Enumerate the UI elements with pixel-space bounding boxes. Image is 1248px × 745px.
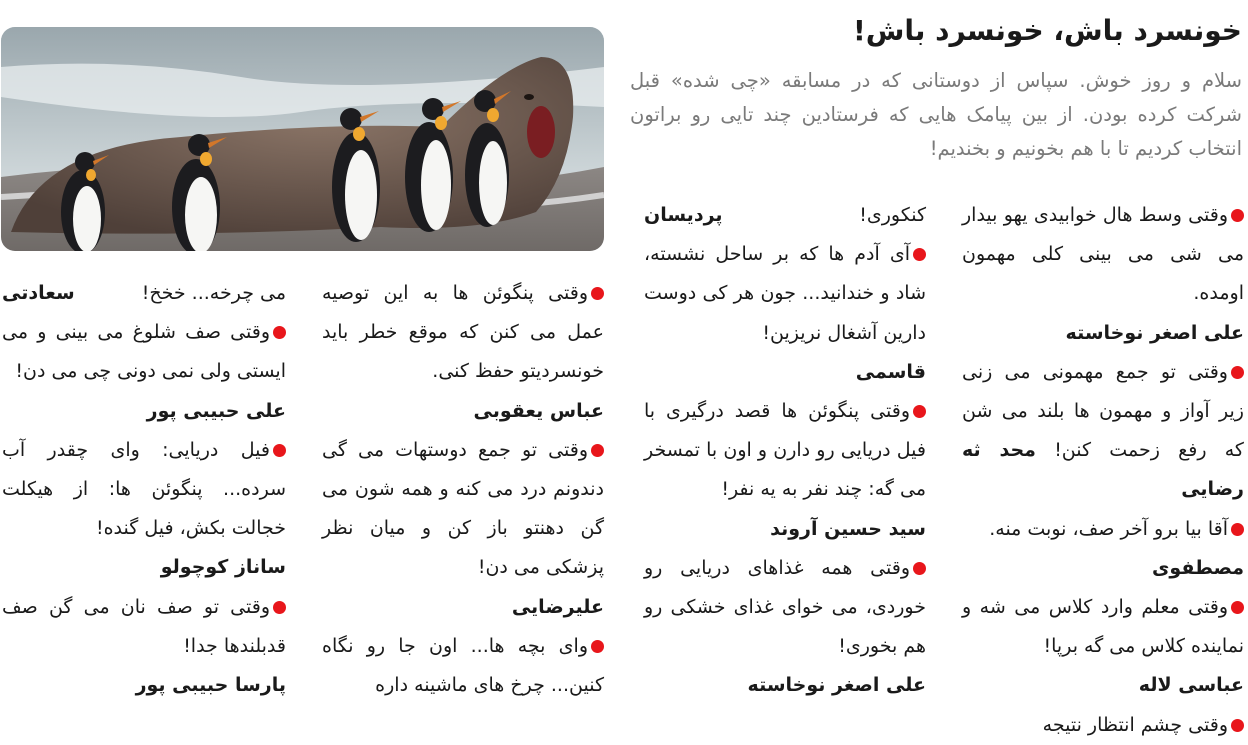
entry: وای بچه ها... اون جا رو نگاه کنین... چرخ های ماشینه داره xyxy=(322,634,604,697)
author-name: عباسی لاله xyxy=(1138,674,1244,697)
entry: آقا بیا برو آخر صف، نوبت منه. xyxy=(962,510,1244,549)
article-intro: سلام و روز خوش. سپاس از دوستانی که در مسابقه «چی شده» قبل شرکت کرده بودن. از بین پیامک هایی که فرستادین چند تایی رو براتون انتخاب کردیم تا با هم بخونیم و بخندیم! xyxy=(630,69,1242,160)
red-bullet-icon xyxy=(273,601,286,614)
entry: وقتی تو جمع مهمونی می زنی زیر آواز و مهمون ها بلند می شن که رفع زحمت کنن! محد ثه رضایی xyxy=(962,360,1244,501)
entry: وقتی پنگوئن ها به این توصیه عمل می کنن که موقع خطر باید خونسردیتو حفظ کنی. xyxy=(322,282,604,383)
entry: وقتی پنگوئن ها قصد درگیری با فیل دریایی رو دارن و اون با تمسخر می گه: چند نفر به یه نفر! xyxy=(644,400,926,501)
author-name: مصطفوی xyxy=(1152,556,1244,579)
red-bullet-icon xyxy=(913,562,926,575)
column-1 xyxy=(962,196,1244,745)
column-3 xyxy=(322,274,604,705)
author-name: قاسمی xyxy=(855,360,926,383)
red-bullet-icon xyxy=(591,287,604,300)
entry: وقتی چشم انتظار نتیجه xyxy=(962,706,1244,745)
author-name: علی حبیبی پور xyxy=(146,399,286,422)
entry: آی آدم ها که بر ساحل نشسته، شاد و خندانید... جون هر کی دوست دارین آشغال نریزین! xyxy=(644,243,926,344)
entry: وقتی صف شلوغ می بینی و می ایستی ولی نمی دونی چی می دن! xyxy=(2,321,286,383)
red-bullet-icon xyxy=(1231,601,1244,614)
entry-with-author: می چرخه... خخخ! سعادتی xyxy=(2,274,286,313)
author-name: پردیسان xyxy=(644,204,723,226)
entry: وقتی وسط هال خوابیدی یهو بیدار می شی می بینی کلی مهمون اومده. xyxy=(962,204,1244,305)
author-name: عباس یعقوبی xyxy=(473,399,604,422)
red-bullet-icon xyxy=(273,326,286,339)
article-title: خونسرد باش، خونسرد باش! xyxy=(852,14,1242,47)
red-bullet-icon xyxy=(1231,523,1244,536)
red-bullet-icon xyxy=(273,444,286,457)
author-name: علیرضایی xyxy=(511,595,604,618)
red-bullet-icon xyxy=(591,640,604,653)
article-photo xyxy=(1,27,604,251)
entry: وقتی تو صف نان می گن صف قدبلندها جدا! xyxy=(2,595,286,657)
red-bullet-icon xyxy=(591,444,604,457)
author-name: سعادتی xyxy=(2,282,75,304)
author-name: علی اصغر نوخاسته xyxy=(1065,321,1244,344)
author-name: سید حسین آروند xyxy=(770,517,926,540)
entry-with-author: کنکوری! پردیسان xyxy=(644,196,926,235)
red-bullet-icon xyxy=(1231,209,1244,222)
entry: وقتی همه غذاهای دریایی رو خوردی، می خوای غذای خشکی رو هم بخوری! xyxy=(644,556,926,658)
red-bullet-icon xyxy=(1231,366,1244,379)
red-bullet-icon xyxy=(1231,719,1244,732)
author-name: ساناز کوچولو xyxy=(160,556,286,579)
entry: وقتی تو جمع دوستهات می گی دندونم درد می کنه و همه شون می گن دهنتو باز کن و میان نظر پزشکی می دن! xyxy=(322,438,604,579)
red-bullet-icon xyxy=(913,248,926,261)
column-2 xyxy=(644,196,926,706)
entry: فیل دریایی: وای چقدر آب سرده... پنگوئن ها: از هیکلت خجالت بکش، فیل گنده! xyxy=(2,438,286,540)
author-name: پارسا حبیبی پور xyxy=(135,674,286,697)
entry: وقتی معلم وارد کلاس می شه و نماینده کلاس می گه برپا! xyxy=(962,596,1244,658)
author-name: محد ثه رضایی xyxy=(962,439,1244,501)
penguins-seal-illustration xyxy=(1,27,604,251)
author-name: علی اصغر نوخاسته xyxy=(747,674,926,697)
column-4 xyxy=(2,274,286,705)
red-bullet-icon xyxy=(913,405,926,418)
